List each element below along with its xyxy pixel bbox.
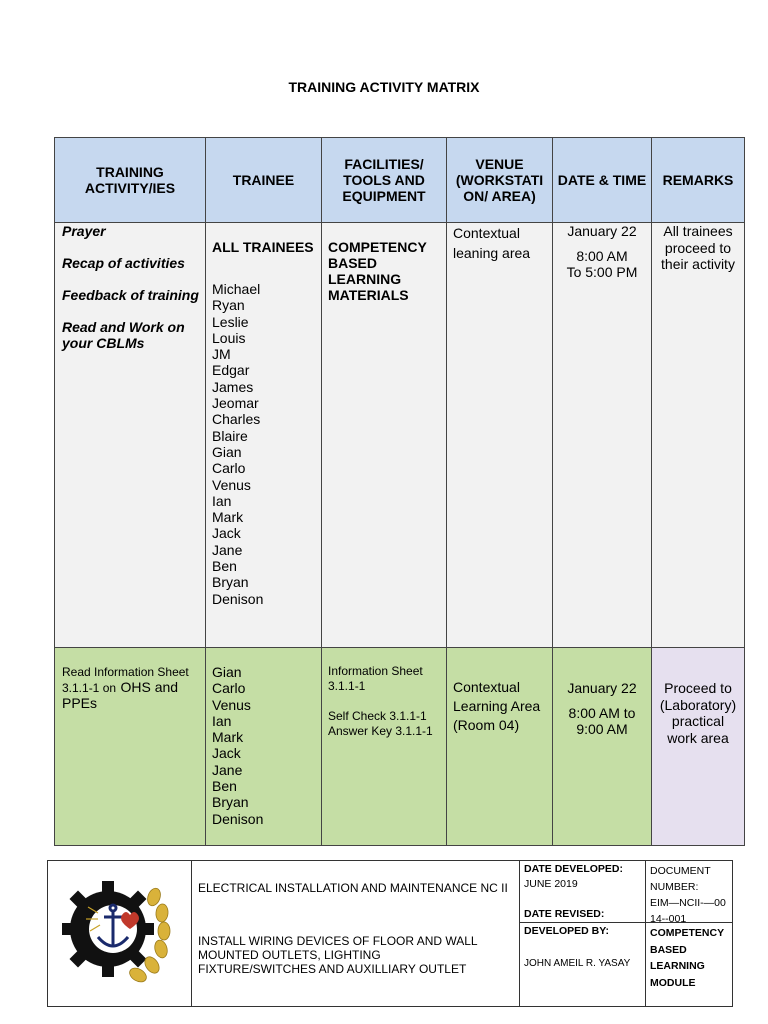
trainee-name: Venus [212,476,251,493]
trainee-name: Denison [212,590,264,607]
date-developed-label: DATE DEVELOPED: [524,863,623,875]
header-remarks: REMARKS [652,138,745,223]
activity-item: Read and Work on your CBLMs [62,319,185,351]
trainee-name: JM [212,346,231,363]
header-facilities: FACILITIES/ TOOLS AND EQUIPMENT [322,138,447,223]
trainee-name: Blaire [212,427,248,444]
date-developed-value: JUNE 2019 [524,878,578,890]
trainee-name: Bryan [212,794,249,811]
facilities-item: Information Sheet 3.1.1-1 [328,664,423,693]
institution-logo [58,867,178,987]
document-footer [47,860,733,1007]
trainee-name: Carlo [212,680,246,697]
venue-text: Contextual leaning area [453,225,531,261]
developed-by-label: DEVELOPED BY: [524,925,609,937]
remarks-text: All trainees proceed to their activity [661,223,735,272]
trainee-name: Gian [212,443,242,460]
trainee-name: Jack [212,525,241,542]
document-number-label: DOCUMENT NUMBER: [650,865,711,893]
venue-text: Contextual Learning Area (Room 04) [453,679,541,733]
facilities-text: COMPETENCY BASED LEARNING MATERIALS [328,239,427,303]
training-activity-table [54,137,745,846]
activity-item: Feedback of training [62,287,199,303]
trainee-name: Leslie [212,313,249,330]
trainee-name: Denison [212,810,264,827]
activity-cell [55,648,206,846]
gear-icon [62,881,154,977]
logo-cell [48,861,192,1006]
document-title: TRAINING ACTIVITY MATRIX [288,79,480,95]
trainee-name: Michael [212,281,261,297]
table-row [55,648,745,846]
activity-cell [55,223,206,648]
table-row [55,223,745,648]
trainee-name: Mark [212,509,244,526]
dates-cell [519,861,646,1006]
time-text: 8:00 AM [576,248,628,264]
venue-cell [447,223,553,648]
time-text: 8:00 AM to 9:00 AM [568,705,636,737]
trainee-heading: ALL TRAINEES [212,239,314,255]
header-date-time: DATE & TIME [553,138,652,223]
trainee-name: Edgar [212,362,250,379]
venue-cell [447,648,553,846]
date-text: January 22 [567,680,637,696]
trainee-list [206,648,321,829]
table-header-row [55,138,745,223]
header-trainee: TRAINEE [206,138,322,223]
facilities-item: Self Check 3.1.1-1 [328,709,427,723]
trainee-name: Ian [212,492,232,509]
developed-by-value: JOHN AMEIL R. YASAY [524,958,631,969]
activity-text: Read Information Sheet 3.1.1-1 on [62,665,189,695]
trainee-name: Ben [212,778,237,795]
trainee-name: Jeomar [212,395,259,412]
trainee-name: Venus [212,696,251,713]
module-info-cell [191,861,520,1006]
document-number-cell [645,861,732,1006]
date-time-cell [553,648,652,846]
activity-item: Prayer [62,223,106,239]
trainee-name: Jack [212,745,241,762]
activity-item: Recap of activities [62,255,185,271]
trainee-name: Jane [212,761,243,778]
remarks-cell [652,223,745,648]
date-revised-label: DATE REVISED: [524,908,605,920]
remarks-text: Proceed to (Laboratory) practical work area [659,680,737,746]
facilities-cell [322,648,447,846]
trainee-name: Jane [212,541,243,558]
date-time-cell [553,223,652,648]
trainee-name: James [212,378,254,395]
trainee-list [212,281,315,607]
time-end-text: To 5:00 PM [566,264,638,280]
trainee-cell [206,648,322,846]
document-type: COMPETENCY BASED LEARNING MODULE [650,927,724,989]
trainee-name: Ben [212,558,237,575]
trainee-name: Gian [212,664,242,680]
trainee-name: Mark [212,729,244,746]
trainee-name: Charles [212,411,261,428]
qualification-title: ELECTRICAL INSTALLATION AND MAINTENANCE NC II [198,881,508,895]
remarks-cell [652,648,745,846]
header-training-activity: TRAINING ACTIVITY/IES [55,138,206,223]
date-text: January 22 [567,223,637,239]
trainee-name: Ryan [212,297,245,314]
module-title: INSTALL WIRING DEVICES OF FLOOR AND WALL MOUNTED OUTLETS, LIGHTING FIXTURE/SWITCHES AND AUXILLIARY OUTLET [198,934,478,976]
facilities-cell [322,223,447,648]
header-venue: VENUE (WORKSTATI ON/ AREA) [447,138,553,223]
facilities-item: Answer Key 3.1.1-1 [328,724,433,738]
trainee-name: Carlo [212,460,246,477]
trainee-name: Louis [212,329,246,346]
activity-text-emphasis: OHS and PPEs [62,679,179,711]
document-number-value: EIM—NCII-—0014--001 [650,897,726,925]
trainee-name: Ian [212,712,232,729]
trainee-name: Bryan [212,574,249,591]
trainee-cell [206,223,322,648]
